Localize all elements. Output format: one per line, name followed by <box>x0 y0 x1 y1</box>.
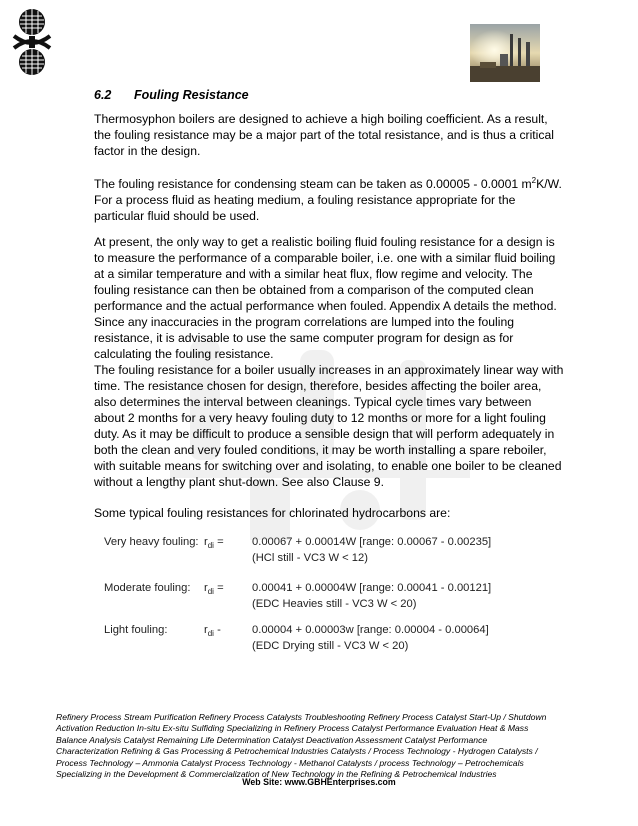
symbol-eq: = <box>213 536 224 548</box>
symbol-eq: - <box>213 624 221 636</box>
paragraph-4 <box>94 362 564 490</box>
paragraph-2-part-b: K/W. For a process fluid as heating medium, a fouling resistance appropriate for the particular fluid should be used. <box>94 177 562 224</box>
formula-row-moderate <box>104 582 524 614</box>
company-logo <box>10 6 54 78</box>
formula-note: (EDC Drying still - VC3 W < 20) <box>252 640 409 652</box>
section-number: 6.2 <box>94 88 112 102</box>
formula-label: Light fouling: <box>104 624 168 636</box>
footer-line: Process Technology – Ammonia Catalyst Process Technology - Methanol Catalysts / process Technology – Petrochemicals <box>56 757 524 768</box>
refinery-image-icon <box>470 24 540 82</box>
formula-expression: 0.00041 + 0.00004W [range: 0.00041 - 0.00121] <box>252 582 492 594</box>
footer-line: Balance Analysis Catalyst Remaining Life Determination Catalyst Deactivation Assessment Catalyst Performance <box>56 734 488 745</box>
formula-symbol <box>204 582 224 596</box>
paragraph-2-part-a: The fouling resistance for condensing steam can be taken as 0.00005 - 0.0001 m <box>94 177 532 192</box>
paragraph-2 <box>94 173 564 224</box>
section-heading <box>94 88 249 102</box>
symbol-sub: di <box>207 541 214 551</box>
paragraph-2-text <box>94 173 564 224</box>
formula-label: Moderate fouling: <box>104 582 191 594</box>
formula-expression: 0.00004 + 0.00003w [range: 0.00004 - 0.00064] <box>252 624 489 636</box>
paragraph-3-text: At present, the only way to get a realistic boiling fluid fouling resistance for a design is to measure the performance of a comparable boiler, i.e. one with a similar fluid boiling at a similar temperature and with a similar heat flux, flow regime and velocity. The fouling resistance can then be obtained from a comparison of the computed clean performance and the actual performance when fouled. Appendix A details the method. Since any inaccuracies in the program correlations are lumped into the fouling resistance, it is advisable to use the same computer program for design as for calculating the fouling resistance. <box>94 235 557 361</box>
section-title: Fouling Resistance <box>134 88 249 102</box>
footer-line: Refinery Process Stream Purification Refinery Process Catalysts Troubleshooting Refinery Process Catalyst Start-Up / Shutdown <box>56 712 547 722</box>
formula-note: (HCl still - VC3 W < 12) <box>252 552 368 564</box>
footer-services <box>56 712 556 780</box>
formula-symbol <box>204 624 221 638</box>
symbol-sub: di <box>207 629 214 639</box>
paragraph-5-text: Some typical fouling resistances for chlorinated hydrocarbons are: <box>94 506 451 520</box>
symbol-eq: = <box>213 582 224 594</box>
formula-row-very-heavy <box>104 536 524 568</box>
website-link[interactable]: Web Site: www.GBHEnterprises.com <box>242 777 396 787</box>
logo-emblem-icon <box>10 6 54 78</box>
symbol-sub: di <box>207 587 214 597</box>
formula-note: (EDC Heavies still - VC3 W < 20) <box>252 598 417 610</box>
paragraph-1 <box>94 111 564 159</box>
paragraph-1-text: Thermosyphon boilers are designed to achieve a high boiling coefficient. As a result, the fouling resistance may be a major part of the total resistance, and is thus a critical factor in the design. <box>94 112 554 158</box>
footer-line: Specializing in the Development & Commercialization of New Technology in the Refining & Petrochemical Industries <box>56 769 497 780</box>
footer-line: Activation Reduction In-situ Ex-situ Sulfiding Specializing in Refinery Process Catalyst Performance Evaluation Heat & Mass <box>56 723 529 734</box>
footer-line: Characterization Refining & Gas Processing & Petrochemical Industries Catalysts / Process Technology - Hydrogen Catalysts / <box>56 746 538 757</box>
superscript-2: 2 <box>531 176 537 185</box>
symbol-r: r <box>204 624 208 636</box>
symbol-r: r <box>204 536 208 548</box>
paragraph-5 <box>94 505 564 521</box>
formula-row-light <box>104 624 524 656</box>
formula-label: Very heavy fouling: <box>104 536 199 548</box>
paragraph-4-text: The fouling resistance for a boiler usually increases in an approximately linear way with time. The resistance chosen for design, therefore, besides affecting the boiler area, also determines the interval between cleanings. Typical cycle times vary between about 2 months for a very heavy fouling duty to 12 months or more for a light fouling duty. As it may be difficult to produce a sensible design that will perform adequately in both the clean and very fouled conditions, it may be worth installing a spare reboiler, with suitable means for switching over and isolating, to enable one boiler to be cleaned without a lengthy plant shut-down. See also Clause 9. <box>94 363 564 489</box>
formula-expression: 0.00067 + 0.00014W [range: 0.00067 - 0.00235] <box>252 536 492 548</box>
formula-symbol <box>204 536 224 550</box>
refinery-photo <box>470 24 540 82</box>
paragraph-3 <box>94 234 564 362</box>
symbol-r: r <box>204 582 208 594</box>
